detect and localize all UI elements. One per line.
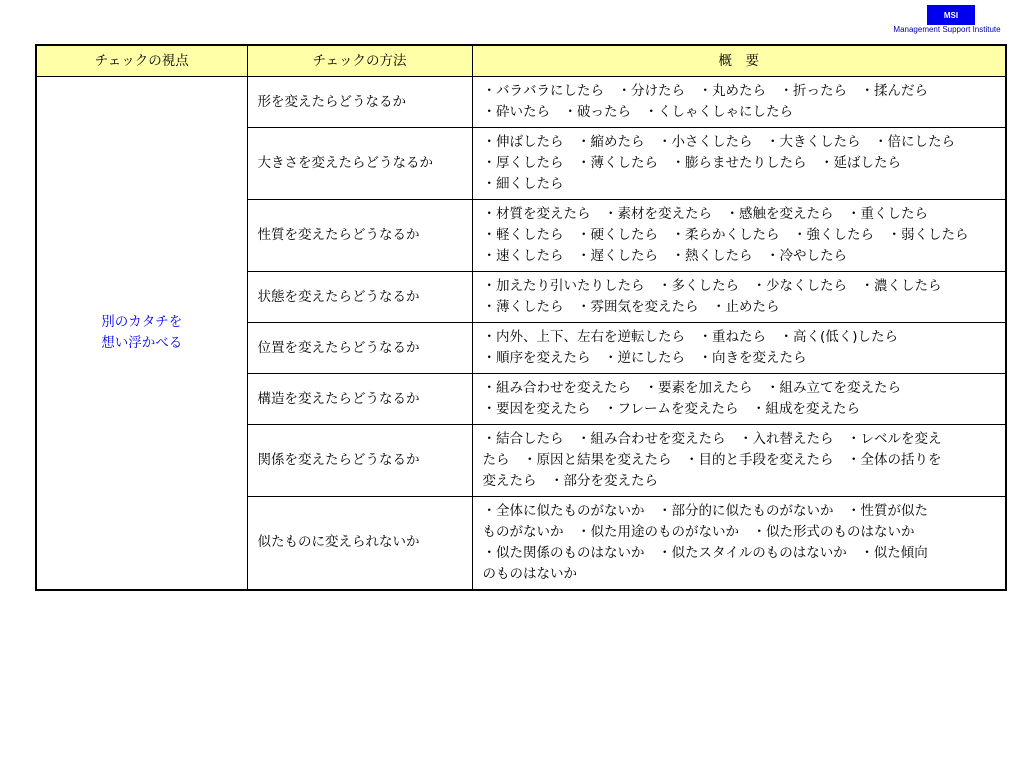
method-cell: 状態を変えたらどうなるか [247, 272, 472, 323]
summary-line: ・組み合わせを変えたら ・要素を加えたら ・組み立てを変えたら [482, 380, 901, 396]
method-cell: 構造を変えたらどうなるか [247, 374, 472, 425]
check-table [35, 44, 1007, 591]
viewpoint-line: 想い浮かべる [101, 334, 183, 351]
header-summary: 概 要 [472, 45, 1006, 77]
method-cell: 位置を変えたらどうなるか [247, 323, 472, 374]
summary-line: ・バラバラにしたら ・分けたら ・丸めたら ・折ったら ・揉んだら [482, 83, 928, 99]
summary-line: 変えたら ・部分を変えたら [482, 473, 658, 489]
summary-line: ・伸ばしたら ・縮めたら ・小さくしたら ・大きくしたら ・倍にしたら [482, 134, 955, 150]
summary-line: ・砕いたら ・破ったら ・くしゃくしゃにしたら [482, 104, 793, 120]
summary-line: ・速くしたら ・遅くしたら ・熱くしたら ・冷やしたら [482, 248, 847, 264]
summary-cell [472, 272, 1006, 323]
method-cell: 関係を変えたらどうなるか [247, 425, 472, 497]
header-row [36, 45, 1006, 77]
summary-line: ・順序を変えたら ・逆にしたら ・向きを変えたら [482, 350, 807, 366]
summary-line: ・薄くしたら ・雰囲気を変えたら ・止めたら [482, 299, 780, 315]
summary-line: ・全体に似たものがないか ・部分的に似たものがないか ・性質が似た [482, 502, 928, 519]
method-cell: 大きさを変えたらどうなるか [247, 128, 472, 200]
viewpoint-line: 別のカタチを [101, 313, 183, 330]
summary-line: ・加えたり引いたりしたら ・多くしたら ・少なくしたら ・濃くしたら [482, 278, 942, 294]
summary-cell [472, 77, 1006, 128]
summary-cell [472, 200, 1006, 272]
table-row [36, 77, 1006, 128]
summary-line: のものはないか [482, 565, 577, 582]
summary-cell [472, 425, 1006, 497]
summary-line: ・細くしたら [482, 176, 564, 192]
header-viewpoint: チェックの視点 [36, 45, 247, 77]
viewpoint-cell [36, 77, 247, 590]
summary-line: ・似た関係のものはないか ・似たスタイルのものはないか ・似た傾向 [482, 544, 928, 561]
summary-line: ・軽くしたら ・硬くしたら ・柔らかくしたら ・強くしたら ・弱くしたら [482, 227, 969, 243]
summary-line: ・材質を変えたら ・素材を変えたら ・感触を変えたら ・重くしたら [482, 206, 928, 222]
summary-cell [472, 323, 1006, 374]
logo-subtitle: Management Support Institute [893, 25, 1001, 34]
method-cell: 形を変えたらどうなるか [247, 77, 472, 128]
summary-cell [472, 497, 1006, 590]
summary-line: ・厚くしたら ・薄くしたら ・膨らませたりしたら ・延ばしたら [482, 155, 901, 171]
header-method: チェックの方法 [247, 45, 472, 77]
summary-line: たら ・原因と結果を変えたら ・目的と手段を変えたら ・全体の括りを [482, 452, 942, 468]
summary-line: ・結合したら ・組み合わせを変えたら ・入れ替えたら ・レベルを変え [482, 431, 942, 447]
summary-cell [472, 128, 1006, 200]
msi-logo [927, 5, 975, 25]
method-cell: 似たものに変えられないか [247, 497, 472, 590]
summary-line: ものがないか ・似た用途のものがないか ・似た形式のものはないか [482, 523, 915, 540]
summary-cell [472, 374, 1006, 425]
method-cell: 性質を変えたらどうなるか [247, 200, 472, 272]
summary-line: ・要因を変えたら ・フレームを変えたら ・組成を変えたら [482, 401, 860, 417]
summary-line: ・内外、上下、左右を逆転したら ・重ねたら ・高く(低く)したら [482, 329, 899, 345]
logo-mark: MSI [943, 10, 959, 20]
